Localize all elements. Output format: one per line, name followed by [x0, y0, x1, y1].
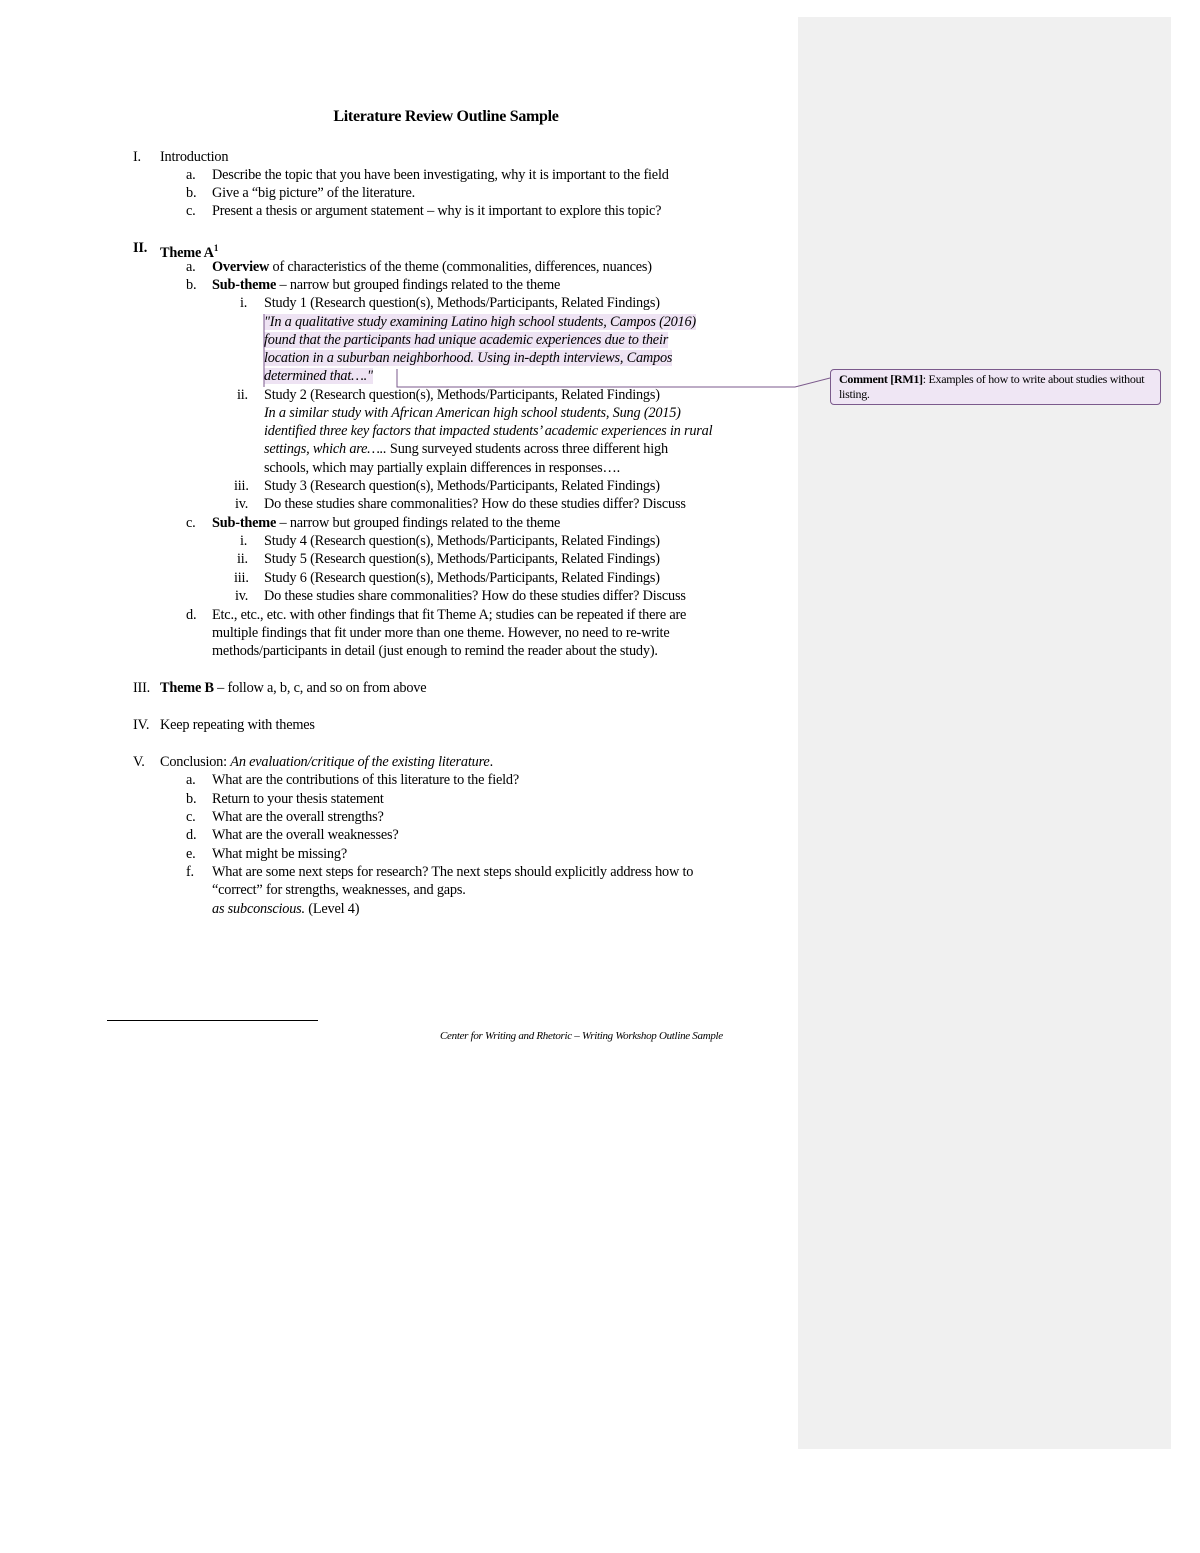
- item-text: “correct” for strengths, weaknesses, and gaps.: [212, 882, 466, 898]
- item-bold: Sub-theme: [212, 277, 277, 293]
- document-page: [0, 0, 798, 1100]
- item-marker: b.: [186, 791, 197, 807]
- comment-balloon[interactable]: [830, 369, 1161, 405]
- section-text: .: [489, 754, 493, 770]
- item-text: Study 4 (Research question(s), Methods/Participants, Related Findings): [264, 533, 660, 549]
- item-text: Describe the topic that you have been investigating, why it is important to the field: [212, 167, 669, 183]
- item-text: – narrow but grouped findings related to the theme: [276, 515, 561, 531]
- item-marker: a.: [186, 772, 196, 788]
- item-text: What are the overall weaknesses?: [212, 827, 399, 843]
- item-marker: d.: [186, 607, 197, 623]
- item-marker: iv.: [235, 588, 249, 604]
- item-marker: c.: [186, 203, 196, 219]
- item-text: methods/participants in detail (just enough to remind the reader about the study).: [212, 643, 658, 659]
- item-text: Etc., etc., etc. with other findings that fit Theme A; studies can be repeated if there are: [212, 607, 687, 623]
- section-number: IV.: [133, 717, 150, 733]
- section-heading: Conclusion:: [160, 754, 231, 770]
- item-marker: e.: [186, 846, 196, 862]
- item-text: Study 6 (Research question(s), Methods/Participants, Related Findings): [264, 570, 660, 586]
- section-number: V.: [133, 754, 145, 770]
- comment-margin-pane: [798, 17, 1171, 1449]
- item-marker: f.: [186, 864, 194, 880]
- item-bold: Overview: [212, 259, 270, 275]
- commented-excerpt: [264, 313, 696, 331]
- commented-excerpt: [264, 331, 668, 349]
- item-marker: c.: [186, 515, 196, 531]
- item-text: What are some next steps for research? The next steps should explicitly address how to: [212, 864, 694, 880]
- excerpt-line: schools, which may partially explain differences in responses….: [264, 460, 620, 476]
- page-footer: Center for Writing and Rhetoric – Writing Workshop Outline Sample: [440, 1030, 723, 1042]
- item-text: Study 3 (Research question(s), Methods/Participants, Related Findings): [264, 478, 660, 494]
- commented-excerpt: [264, 367, 373, 385]
- excerpt-line: location in a suburban neighborhood. Using in-depth interviews, Campos: [264, 350, 673, 366]
- item-marker: c.: [186, 809, 196, 825]
- item-marker: a.: [186, 259, 196, 275]
- item-text: – narrow but grouped findings related to the theme: [276, 277, 561, 293]
- item-text: Present a thesis or argument statement – why is it important to explore this topic?: [212, 203, 662, 219]
- section-heading: Introduction: [160, 149, 229, 165]
- item-marker: b.: [186, 185, 197, 201]
- item-text: multiple findings that fit under more than one theme. However, no need to re-write: [212, 625, 670, 641]
- item-marker: a.: [186, 167, 196, 183]
- excerpt-line: "In a qualitative study examining Latino high school students, Campos (2016): [264, 314, 696, 330]
- excerpt-italic: settings, which are…..: [264, 441, 387, 457]
- footnote-separator: [107, 1020, 318, 1021]
- item-marker: d.: [186, 827, 197, 843]
- item-marker: iii.: [234, 478, 249, 494]
- document-title: Literature Review Outline Sample: [333, 108, 559, 125]
- item-text: Give a “big picture” of the literature.: [212, 185, 415, 201]
- item-text: Study 5 (Research question(s), Methods/Participants, Related Findings): [264, 551, 660, 567]
- item-marker: ii.: [237, 551, 248, 567]
- section-number: III.: [133, 680, 151, 696]
- section-text: – follow a, b, c, and so on from above: [213, 680, 427, 696]
- item-marker: iii.: [234, 570, 249, 586]
- section-text: Keep repeating with themes: [160, 717, 315, 733]
- excerpt-line: found that the participants had unique academic experiences due to their: [264, 332, 669, 348]
- item-text: Do these studies share commonalities? How do these studies differ? Discuss: [264, 588, 686, 604]
- section-heading: Theme B: [160, 680, 214, 696]
- commented-excerpt: [264, 349, 672, 367]
- excerpt-line: identified three key factors that impacted students’ academic experiences in rural: [264, 423, 713, 439]
- item-text: What might be missing?: [212, 846, 347, 862]
- item-text: Study 1 (Research question(s), Methods/Participants, Related Findings): [264, 295, 660, 311]
- excerpt-line: In a similar study with African American high school students, Sung (2015): [264, 405, 681, 421]
- comment-text: : Examples of how to write about studies without listing.: [839, 372, 1145, 401]
- item-marker: ii.: [237, 387, 248, 403]
- item-marker: i.: [240, 295, 248, 311]
- item-text: [212, 900, 359, 918]
- item-marker: i.: [240, 533, 248, 549]
- section-heading: Theme A: [160, 244, 214, 261]
- section-italic: An evaluation/critique of the existing literature: [230, 754, 490, 770]
- excerpt-line: [264, 440, 668, 458]
- excerpt-text: Sung surveyed students across three different high: [386, 441, 668, 457]
- item-text: of characteristics of the theme (commonalities, differences, nuances): [269, 259, 652, 275]
- excerpt-line: determined that….": [264, 368, 373, 384]
- tail-italic: as subconscious.: [212, 901, 305, 917]
- item-text: Study 2 (Research question(s), Methods/Participants, Related Findings): [264, 387, 660, 403]
- item-text: What are the overall strengths?: [212, 809, 384, 825]
- item-bold: Sub-theme: [212, 515, 277, 531]
- item-marker: iv.: [235, 496, 249, 512]
- footnote-marker: 1: [213, 243, 219, 253]
- item-marker: b.: [186, 277, 197, 293]
- section-number: II.: [133, 240, 148, 256]
- comment-label: Comment [RM1]: [839, 372, 923, 386]
- tail-text: (Level 4): [304, 901, 360, 917]
- item-text: What are the contributions of this literature to the field?: [212, 772, 519, 788]
- section-number: I.: [133, 149, 141, 165]
- item-text: Do these studies share commonalities? How do these studies differ? Discuss: [264, 496, 686, 512]
- item-text: Return to your thesis statement: [212, 791, 384, 807]
